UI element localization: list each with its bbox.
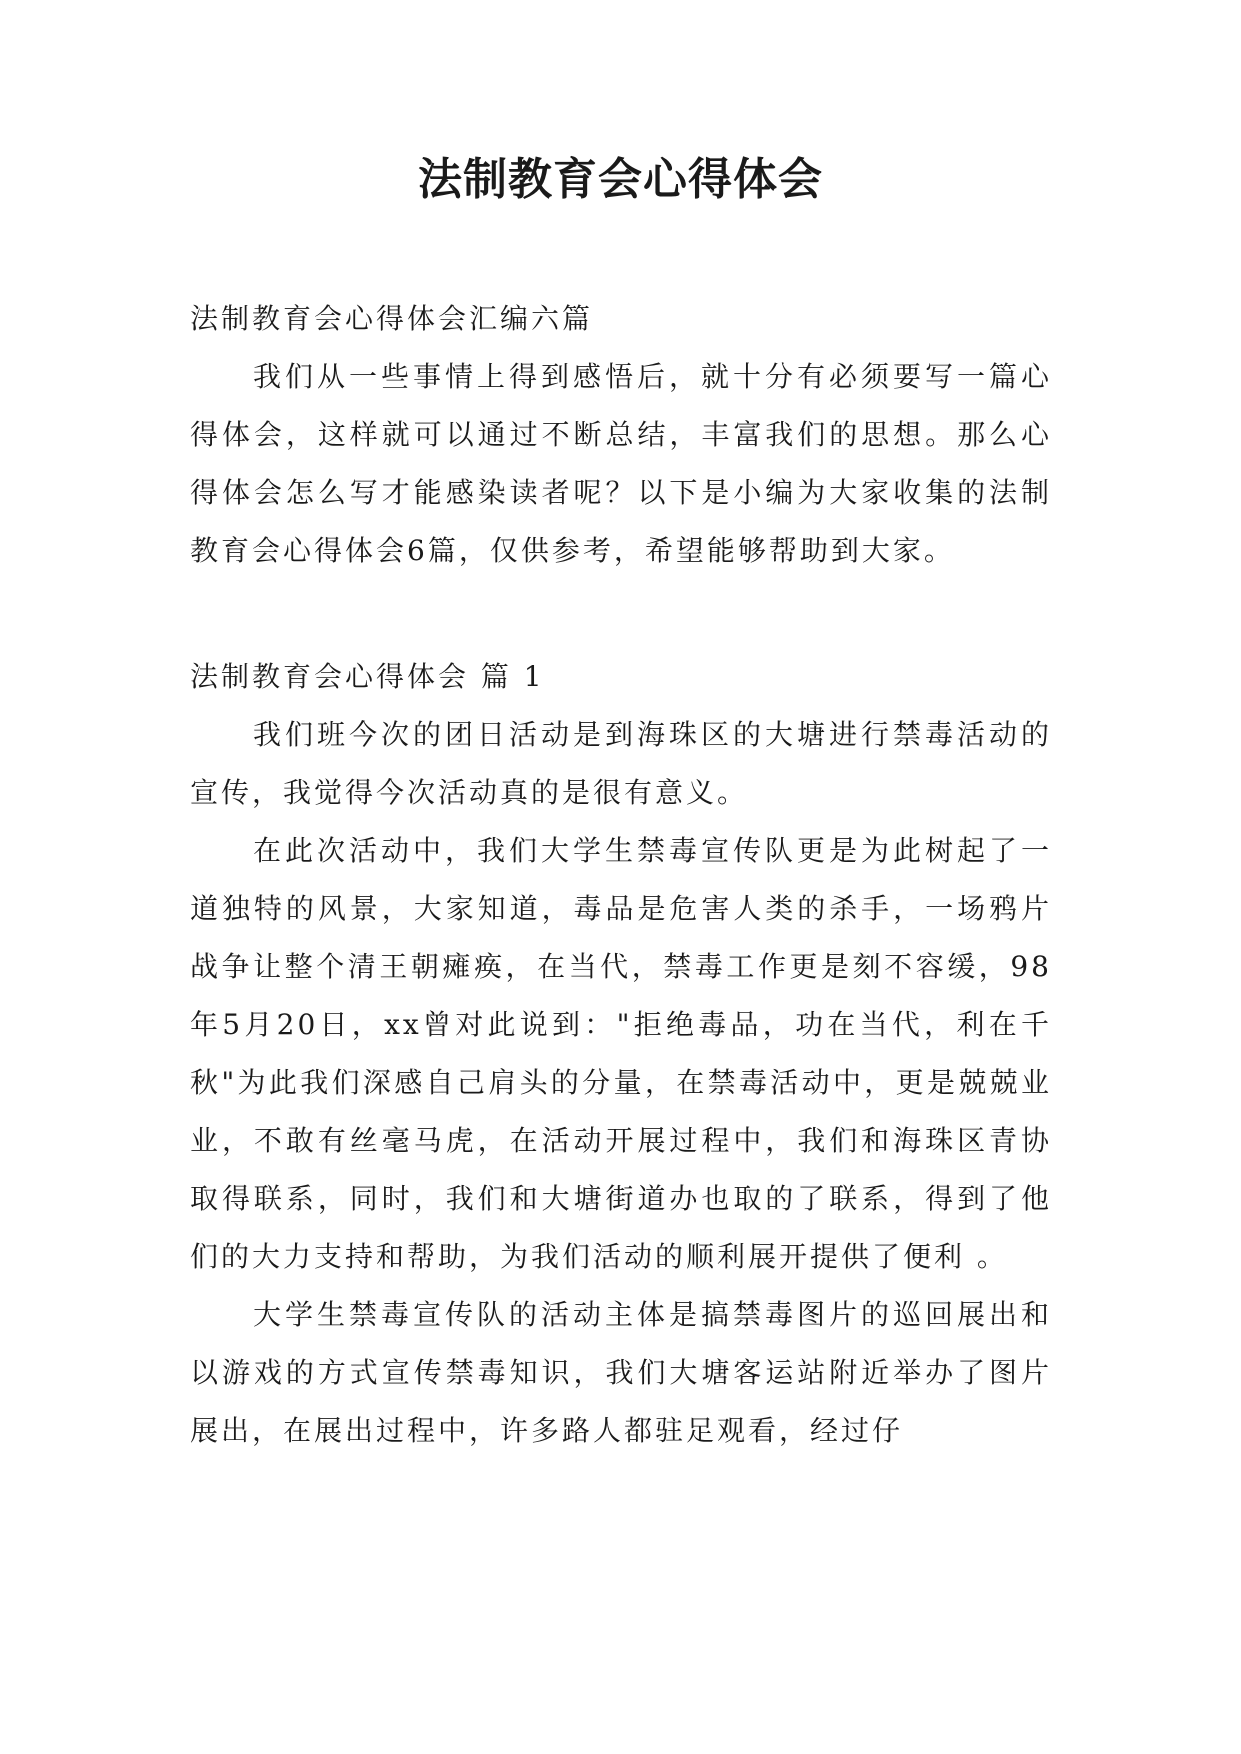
body-paragraph: 在此次活动中，我们大学生禁毒宣传队更是为此树起了一道独特的风景，大家知道，毒品是危害人类的杀手，一场鸦片战争让整个清王朝瘫痪，在当代，禁毒工作更是刻不容缓，98年5月20日，xx曾对此说到："拒绝毒品，功在当代，利在千秋"为此我们深感自己肩头的分量，在禁毒活动中，更是兢兢业业，不敢有丝毫马虎，在活动开展过程中，我们和海珠区青协取得联系，同时，我们和大塘街道办也取的了联系，得到了他们的大力支持和帮助，为我们活动的顺利展开提供了便利 。 (190, 834, 1052, 1273)
document-subtitle: 法制教育会心得体会汇编六篇 (190, 302, 594, 335)
section-heading: 法制教育会心得体会 篇 1 (190, 660, 545, 693)
intro-paragraph: 我们从一些事情上得到感悟后，就十分有必须要写一篇心得体会，这样就可以通过不断总结，丰富我们的思想。那么心得体会怎么写才能感染读者呢？以下是小编为大家收集的法制教育会心得体会6篇，仅供参考，希望能够帮助到大家。 (190, 360, 1052, 567)
section-spacer (190, 580, 1052, 648)
document-body (190, 290, 1052, 1460)
page-title: 法制教育会心得体会 (418, 154, 823, 205)
body-paragraph: 大学生禁毒宣传队的活动主体是搞禁毒图片的巡回展出和以游戏的方式宣传禁毒知识，我们大塘客运站附近举办了图片展出，在展出过程中，许多路人都驻足观看，经过仔 (190, 1298, 1052, 1447)
body-paragraph: 我们班今次的团日活动是到海珠区的大塘进行禁毒活动的宣传，我觉得今次活动真的是很有意义。 (190, 718, 1052, 809)
